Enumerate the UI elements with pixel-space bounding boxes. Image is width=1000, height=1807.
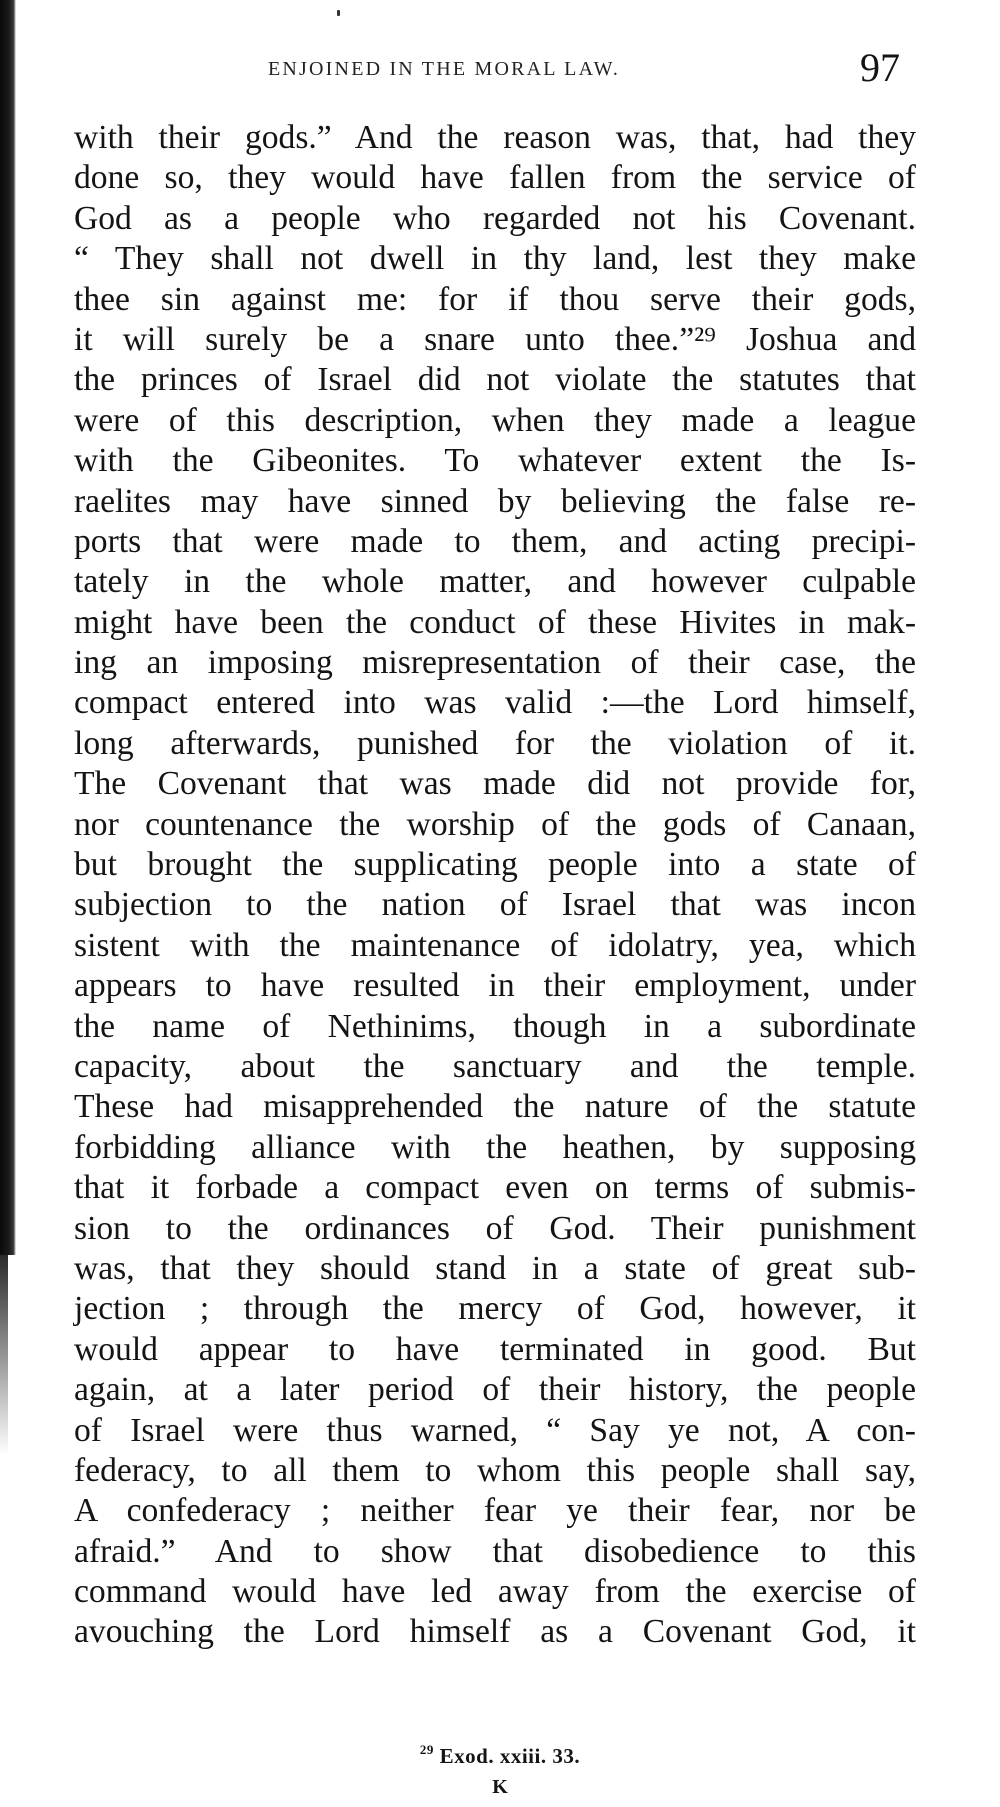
text-line: subjection to the nation of Israel that was incon — [74, 886, 916, 924]
text-line: was, that they should stand in a state of great sub- — [74, 1249, 916, 1287]
text-line: with the Gibeonites. To whatever extent the Is- — [74, 442, 916, 480]
text-line: of Israel were thus warned, “ Say ye not, A con- — [74, 1411, 916, 1449]
text-line: A confederacy ; neither fear ye their fear, nor be — [74, 1492, 916, 1530]
footnote-marker: 29 — [419, 1742, 434, 1757]
text-line: long afterwards, punished for the violation of it. — [74, 724, 916, 762]
binding-shadow-fade — [0, 1255, 8, 1455]
text-line: compact entered into was valid :—the Lord himself, — [74, 684, 916, 722]
text-line: tately in the whole matter, and however culpable — [74, 563, 916, 601]
text-line: but brought the supplicating people into a state of — [74, 846, 916, 884]
text-line: would appear to have terminated in good. But — [74, 1330, 916, 1368]
running-head: ENJOINED IN THE MORAL LAW. — [268, 58, 621, 80]
text-line: it will surely be a snare unto thee.”²⁹ Joshua and — [74, 320, 916, 358]
footnote — [0, 1744, 1000, 1769]
text-line: command would have led away from the exercise of — [74, 1573, 916, 1611]
footnote-text: Exod. xxiii. 33. — [439, 1744, 581, 1768]
text-line: were of this description, when they made a league — [74, 401, 916, 439]
text-line: raelites may have sinned by believing the false re- — [74, 482, 916, 520]
text-line: the princes of Israel did not violate the statutes that — [74, 361, 916, 399]
text-line: appears to have resulted in their employment, under — [74, 967, 916, 1005]
text-line: jection ; through the mercy of God, however, it — [74, 1290, 916, 1328]
text-line: done so, they would have fallen from the service of — [74, 159, 916, 197]
ink-speck — [337, 10, 340, 16]
text-line: sistent with the maintenance of idolatry, yea, which — [74, 926, 916, 964]
body-text — [74, 118, 916, 1653]
text-line: capacity, about the sanctuary and the temple. — [74, 1047, 916, 1085]
text-line: that it forbade a compact even on terms of submis- — [74, 1169, 916, 1207]
text-line: afraid.” And to show that disobedience to this — [74, 1532, 916, 1570]
text-line: with their gods.” And the reason was, that, had they — [74, 119, 916, 156]
page-number: 97 — [860, 45, 900, 90]
signature-mark: K — [492, 1776, 508, 1798]
text-line: the name of Nethinims, though in a subordinate — [74, 1007, 916, 1045]
text-line: nor countenance the worship of the gods of Canaan, — [74, 805, 916, 843]
text-line: again, at a later period of their history, the people — [74, 1371, 916, 1409]
text-line: These had misapprehended the nature of the statute — [74, 1088, 916, 1126]
text-line: thee sin against me: for if thou serve their gods, — [74, 280, 916, 318]
text-line: ports that were made to them, and acting precipi- — [74, 522, 916, 560]
text-line: God as a people who regarded not his Covenant. — [74, 199, 916, 237]
text-line: sion to the ordinances of God. Their punishment — [74, 1209, 916, 1247]
text-line: “ They shall not dwell in thy land, lest they make — [74, 240, 916, 278]
text-line: ing an imposing misrepresentation of their case, the — [74, 644, 916, 682]
text-line: The Covenant that was made did not provide for, — [74, 765, 916, 803]
text-line: might have been the conduct of these Hivites in mak- — [74, 603, 916, 641]
text-line: forbidding alliance with the heathen, by supposing — [74, 1128, 916, 1166]
binding-shadow — [0, 0, 16, 1255]
text-line: federacy, to all them to whom this people shall say, — [74, 1451, 916, 1489]
text-line: avouching the Lord himself as a Covenant God, it — [74, 1613, 916, 1651]
